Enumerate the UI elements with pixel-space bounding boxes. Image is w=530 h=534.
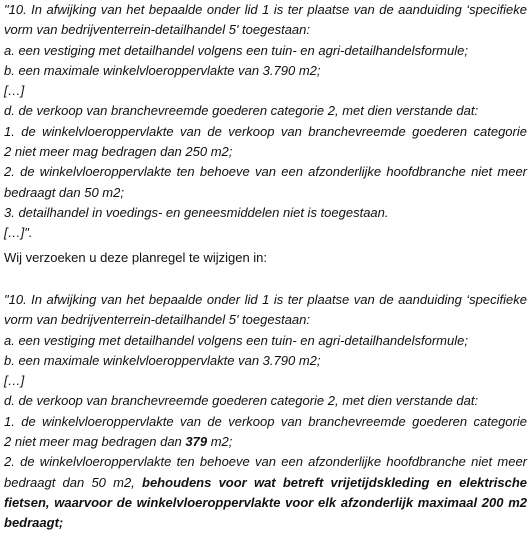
quote-line: bedraagt dan 50 m2; xyxy=(4,184,124,200)
amended-text: fietsen, waarvoor de winkelvloeroppervlakte voor elk afzonderlijk maximaal 200 m2 xyxy=(4,494,527,510)
amended-value: 379 xyxy=(185,434,208,450)
quote-line: […]". xyxy=(4,225,33,241)
quote-line-amended-exception xyxy=(4,473,527,493)
quote-line: b. een maximale winkelvloeroppervlakte van 3.790 m2; xyxy=(4,62,321,78)
quote-line: 2. de winkelvloeroppervlakte ten behoeve van een afzonderlijke hoofdbranche niet meer xyxy=(4,454,527,470)
quote-line: "10. In afwijking van het bepaalde onder lid 1 is ter plaatse van de aanduiding ‘specifieke xyxy=(4,292,527,307)
quote-line: "10. In afwijking van het bepaalde onder lid 1 is ter plaatse van de aanduiding ‘specifieke xyxy=(4,2,527,17)
quote-line: […] xyxy=(4,373,25,389)
quote-text: m2; xyxy=(207,434,233,450)
amended-text: bedraagt; xyxy=(4,515,64,531)
quote-line: vorm van bedrijventerrein-detailhandel 5' toegestaan: xyxy=(4,22,311,38)
request-text: Wij verzoeken u deze planregel te wijzigen in: xyxy=(4,250,268,265)
amended-text: behoudens voor wat betreft vrijetijdskleding en elektrische xyxy=(142,474,528,490)
quote-line: d. de verkoop van branchevreemde goederen categorie 2, met dien verstande dat: xyxy=(4,103,479,119)
quote-text: 2 niet meer mag bedragen dan xyxy=(4,434,186,450)
original-rule-quote xyxy=(4,0,527,244)
quote-line: a. een vestiging met detailhandel volgens een tuin- en agri-detailhandelsformule; xyxy=(4,332,468,348)
quote-line: vorm van bedrijventerrein-detailhandel 5' toegestaan: xyxy=(4,312,311,328)
quote-line: a. een vestiging met detailhandel volgens een tuin- en agri-detailhandelsformule; xyxy=(4,42,468,58)
quote-text: bedraagt dan 50 m2, xyxy=(4,474,143,490)
amended-rule-quote xyxy=(4,290,527,534)
quote-line: […] xyxy=(4,83,25,99)
quote-line: 2 niet meer mag bedragen dan 250 m2; xyxy=(4,144,233,160)
quote-line: 3. detailhandel in voedings- en geneesmiddelen niet is toegestaan. xyxy=(4,204,389,220)
quote-line: 1. de winkelvloeroppervlakte van de verkoop van branchevreemde goederen categorie xyxy=(4,413,527,429)
quote-line-amended-area xyxy=(4,432,527,452)
quote-line: d. de verkoop van branchevreemde goederen categorie 2, met dien verstande dat: xyxy=(4,393,479,409)
quote-line: 1. de winkelvloeroppervlakte van de verkoop van branchevreemde goederen categorie xyxy=(4,123,527,139)
quote-line: b. een maximale winkelvloeroppervlakte van 3.790 m2; xyxy=(4,352,321,368)
request-paragraph xyxy=(4,248,527,268)
quote-line: 2. de winkelvloeroppervlakte ten behoeve van een afzonderlijke hoofdbranche niet meer xyxy=(4,164,527,180)
